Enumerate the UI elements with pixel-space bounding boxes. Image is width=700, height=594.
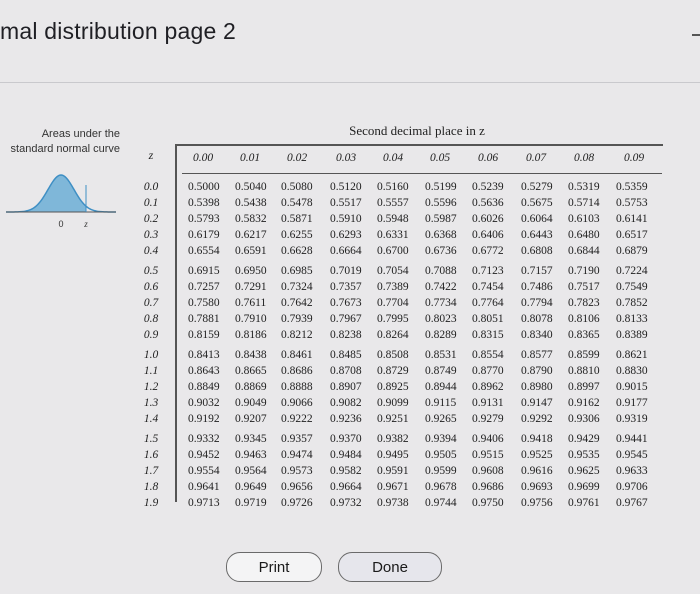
table-cell: 0.7939 [281,313,313,325]
table-row [188,245,663,259]
table-row [188,229,663,243]
table-cell: 0.9015 [616,381,648,393]
table-header-underline [182,173,662,174]
table-cell: 0.9032 [188,397,220,409]
table-cell: 0.8770 [472,365,504,377]
table-cell: 0.7852 [616,297,648,309]
table-cell: 0.7019 [330,265,362,277]
table-cell: 0.8438 [235,349,267,361]
table-cell: 0.6064 [521,213,553,225]
table-cell: 0.8686 [281,365,313,377]
table-cell: 0.9484 [330,449,362,461]
table-cell: 0.8340 [521,329,553,341]
column-header: 0.06 [478,152,499,164]
table-cell: 0.6808 [521,245,553,257]
table-cell: 0.9664 [330,481,362,493]
table-cell: 0.9625 [568,465,600,477]
table-cell: 0.9147 [521,397,553,409]
table-vertical-divider [175,145,177,502]
table-cell: 0.9115 [425,397,457,409]
z-value: 1.8 [143,481,159,493]
table-cell: 0.7549 [616,281,648,293]
table-cell: 0.9525 [521,449,553,461]
table-cell: 0.6480 [568,229,600,241]
table-cell: 0.8830 [616,365,648,377]
axis-label-zero: 0 [58,219,64,229]
table-cell: 0.7910 [235,313,267,325]
table-cell: 0.6179 [188,229,220,241]
table-cell: 0.9767 [616,497,648,509]
table-title: Second decimal place in z [349,123,485,138]
table-cell: 0.8849 [188,381,220,393]
table-cell: 0.9656 [281,481,313,493]
table-cell: 0.5832 [235,213,267,225]
table-cell: 0.6628 [281,245,313,257]
table-cell: 0.6915 [188,265,220,277]
table-cell: 0.9332 [188,433,220,445]
table-cell: 0.7967 [330,313,362,325]
table-cell: 0.9678 [425,481,457,493]
table-row [188,413,663,427]
z-value: 1.1 [143,365,159,377]
table-cell: 0.9761 [568,497,600,509]
table-cell: 0.8078 [521,313,553,325]
table-cell: 0.9732 [330,497,362,509]
table-cell: 0.8869 [235,381,267,393]
table-cell: 0.8531 [425,349,457,361]
table-row [188,313,663,327]
table-cell: 0.7224 [616,265,648,277]
column-header: 0.05 [430,152,451,164]
table-row [188,497,663,511]
table-cell: 0.8133 [616,313,648,325]
figure-caption: Areas under the standard normal curve [10,128,120,155]
z-value: 1.5 [143,433,159,445]
table-cell: 0.8389 [616,329,648,341]
table-cell: 0.9463 [235,449,267,461]
table-cell: 0.6554 [188,245,220,257]
table-cell: 0.8749 [425,365,457,377]
table-cell: 0.9222 [281,413,313,425]
table-row [188,213,663,227]
z-value: 0.0 [143,181,159,193]
table-cell: 0.9582 [330,465,362,477]
table-cell: 0.5239 [472,181,504,193]
table-cell: 0.5636 [472,197,504,209]
table-cell: 0.8461 [281,349,313,361]
table-cell: 0.7823 [568,297,600,309]
z-value: 0.2 [143,213,159,225]
table-cell: 0.5793 [188,213,220,225]
table-row [188,381,663,395]
table-cell: 0.6985 [281,265,313,277]
table-cell: 0.8665 [235,365,267,377]
table-cell: 0.5675 [521,197,553,209]
table-cell: 0.8790 [521,365,553,377]
table-cell: 0.9192 [188,413,220,425]
table-cell: 0.9713 [188,497,220,509]
table-cell: 0.9599 [425,465,457,477]
table-cell: 0.8810 [568,365,600,377]
table-cell: 0.9564 [235,465,267,477]
table-cell: 0.6844 [568,245,600,257]
table-cell: 0.9699 [568,481,600,493]
table-cell: 0.5910 [330,213,362,225]
column-header: 0.08 [574,152,595,164]
table-cell: 0.5714 [568,197,600,209]
table-cell: 0.9535 [568,449,600,461]
table-row [188,365,663,379]
table-cell: 0.8186 [235,329,267,341]
column-header: 0.04 [383,152,404,164]
table-cell: 0.8621 [616,349,648,361]
table-cell: 0.9573 [281,465,313,477]
table-cell: 0.5948 [377,213,409,225]
table-cell: 0.8315 [472,329,504,341]
table-cell: 0.6736 [425,245,457,257]
table-cell: 0.7580 [188,297,220,309]
table-cell: 0.9693 [521,481,553,493]
table-cell: 0.7190 [568,265,600,277]
page-title: mal distribution page 2 [0,18,237,44]
table-cell: 0.8159 [188,329,220,341]
table-cell: 0.7123 [472,265,504,277]
table-cell: 0.6879 [616,245,648,257]
z-value: 1.0 [143,349,159,361]
normal-curve-figure [6,165,116,237]
table-cell: 0.9418 [521,433,553,445]
table-cell: 0.6406 [472,229,504,241]
table-cell: 0.9671 [377,481,409,493]
table-cell: 0.7995 [377,313,409,325]
table-cell: 0.9357 [281,433,313,445]
table-cell: 0.9279 [472,413,504,425]
table-cell: 0.7486 [521,281,553,293]
table-header-rule [175,144,663,146]
table-cell: 0.7324 [281,281,313,293]
table-cell: 0.7642 [281,297,313,309]
axis-label-z: z [84,219,88,229]
table-cell: 0.5398 [188,197,220,209]
table-cell: 0.5319 [568,181,600,193]
table-cell: 0.7794 [521,297,553,309]
table-cell: 0.6293 [330,229,362,241]
table-cell: 0.6103 [568,213,600,225]
table-cell: 0.9649 [235,481,267,493]
table-cell: 0.6443 [521,229,553,241]
table-cell: 0.9394 [425,433,457,445]
table-cell: 0.7611 [235,297,267,309]
table-cell: 0.8289 [425,329,457,341]
z-value: 0.5 [143,265,159,277]
table-cell: 0.5557 [377,197,409,209]
table-cell: 0.5040 [235,181,267,193]
table-cell: 0.8212 [281,329,313,341]
table-cell: 0.9495 [377,449,409,461]
table-cell: 0.9633 [616,465,648,477]
table-cell: 0.9319 [616,413,648,425]
table-cell: 0.5478 [281,197,313,209]
z-value: 0.8 [143,313,159,325]
table-cell: 0.8577 [521,349,553,361]
table-cell: 0.6950 [235,265,267,277]
table-cell: 0.7088 [425,265,457,277]
table-cell: 0.9738 [377,497,409,509]
table-cell: 0.5596 [425,197,457,209]
table-cell: 0.6255 [281,229,313,241]
table-cell: 0.7734 [425,297,457,309]
table-cell: 0.7454 [472,281,504,293]
table-cell: 0.9131 [472,397,504,409]
table-cell: 0.7389 [377,281,409,293]
table-row [188,465,663,479]
table-cell: 0.6217 [235,229,267,241]
table-cell: 0.7764 [472,297,504,309]
table-cell: 0.9099 [377,397,409,409]
table-cell: 0.5160 [377,181,409,193]
column-header: 0.09 [624,152,645,164]
table-cell: 0.7357 [330,281,362,293]
table-cell: 0.6591 [235,245,267,257]
table-cell: 0.9719 [235,497,267,509]
table-cell: 0.8264 [377,329,409,341]
table-cell: 0.5517 [330,197,362,209]
table-row [188,329,663,343]
z-value: 1.9 [143,497,159,509]
table-row [188,349,663,363]
table-cell: 0.8907 [330,381,362,393]
table-cell: 0.9474 [281,449,313,461]
table-cell: 0.9726 [281,497,313,509]
column-header: 0.00 [193,152,214,164]
table-cell: 0.9591 [377,465,409,477]
table-cell: 0.9370 [330,433,362,445]
table-cell: 0.5987 [425,213,457,225]
z-column-header: z [148,148,154,162]
table-cell: 0.5359 [616,181,648,193]
table-cell: 0.5753 [616,197,648,209]
table-cell: 0.5279 [521,181,553,193]
column-header: 0.03 [336,152,357,164]
z-value: 1.6 [143,449,159,461]
table-cell: 0.9066 [281,397,313,409]
table-cell: 0.8888 [281,381,313,393]
table-row [188,197,663,211]
table-cell: 0.8708 [330,365,362,377]
table-cell: 0.6331 [377,229,409,241]
table-cell: 0.9292 [521,413,553,425]
table-cell: 0.8051 [472,313,504,325]
table-cell: 0.6141 [616,213,648,225]
table-cell: 0.9744 [425,497,457,509]
table-row [188,433,663,447]
table-cell: 0.9265 [425,413,457,425]
table-cell: 0.5000 [188,181,220,193]
table-cell: 0.9049 [235,397,267,409]
table-cell: 0.9236 [330,413,362,425]
table-cell: 0.8238 [330,329,362,341]
done-button[interactable]: Done [338,552,442,582]
table-row [188,297,663,311]
table-cell: 0.8413 [188,349,220,361]
z-value: 1.7 [143,465,159,477]
table-cell: 0.8729 [377,365,409,377]
table-cell: 0.5871 [281,213,313,225]
table-cell: 0.9429 [568,433,600,445]
z-value: 0.9 [143,329,159,341]
table-cell: 0.9441 [616,433,648,445]
table-cell: 0.9515 [472,449,504,461]
z-value: 0.7 [143,297,159,309]
table-cell: 0.9756 [521,497,553,509]
table-row [188,449,663,463]
table-cell: 0.9082 [330,397,362,409]
table-cell: 0.5199 [425,181,457,193]
table-cell: 0.8962 [472,381,504,393]
top-divider [0,82,700,83]
table-cell: 0.5438 [235,197,267,209]
table-cell: 0.6700 [377,245,409,257]
table-cell: 0.6368 [425,229,457,241]
table-cell: 0.8365 [568,329,600,341]
table-cell: 0.8023 [425,313,457,325]
table-cell: 0.9505 [425,449,457,461]
window-control-dash [692,34,700,36]
table-cell: 0.9545 [616,449,648,461]
print-button[interactable]: Print [226,552,322,582]
table-cell: 0.8997 [568,381,600,393]
table-cell: 0.7704 [377,297,409,309]
table-cell: 0.7291 [235,281,267,293]
table-cell: 0.5080 [281,181,313,193]
column-header: 0.02 [287,152,308,164]
table-cell: 0.9177 [616,397,648,409]
z-value: 0.1 [143,197,159,209]
column-header: 0.01 [240,152,261,164]
z-value: 1.2 [143,381,159,393]
table-cell: 0.8643 [188,365,220,377]
table-cell: 0.6026 [472,213,504,225]
table-cell: 0.9452 [188,449,220,461]
table-cell: 0.9554 [188,465,220,477]
table-cell: 0.9608 [472,465,504,477]
table-cell: 0.6517 [616,229,648,241]
table-cell: 0.9306 [568,413,600,425]
table-cell: 0.6664 [330,245,362,257]
table-cell: 0.9382 [377,433,409,445]
table-cell: 0.5120 [330,181,362,193]
table-cell: 0.9162 [568,397,600,409]
table-cell: 0.8925 [377,381,409,393]
column-header: 0.07 [526,152,547,164]
z-value: 1.3 [143,397,159,409]
table-cell: 0.8944 [425,381,457,393]
table-cell: 0.8485 [330,349,362,361]
table-row [188,181,663,195]
z-value: 0.3 [143,229,159,241]
table-cell: 0.8980 [521,381,553,393]
table-row [188,265,663,279]
table-row [188,281,663,295]
table-cell: 0.9345 [235,433,267,445]
table-cell: 0.7422 [425,281,457,293]
table-row [188,397,663,411]
table-cell: 0.9686 [472,481,504,493]
table-cell: 0.9706 [616,481,648,493]
table-cell: 0.7517 [568,281,600,293]
z-value: 0.6 [143,281,159,293]
table-cell: 0.8106 [568,313,600,325]
table-cell: 0.8599 [568,349,600,361]
table-cell: 0.9406 [472,433,504,445]
table-cell: 0.7673 [330,297,362,309]
table-cell: 0.9616 [521,465,553,477]
table-row [188,481,663,495]
table-cell: 0.7257 [188,281,220,293]
table-cell: 0.7881 [188,313,220,325]
z-value: 0.4 [143,245,159,257]
table-cell: 0.7157 [521,265,553,277]
table-cell: 0.9251 [377,413,409,425]
table-cell: 0.8554 [472,349,504,361]
table-cell: 0.6772 [472,245,504,257]
table-cell: 0.9641 [188,481,220,493]
table-cell: 0.9750 [472,497,504,509]
z-value: 1.4 [143,413,159,425]
table-cell: 0.9207 [235,413,267,425]
table-cell: 0.8508 [377,349,409,361]
table-cell: 0.7054 [377,265,409,277]
